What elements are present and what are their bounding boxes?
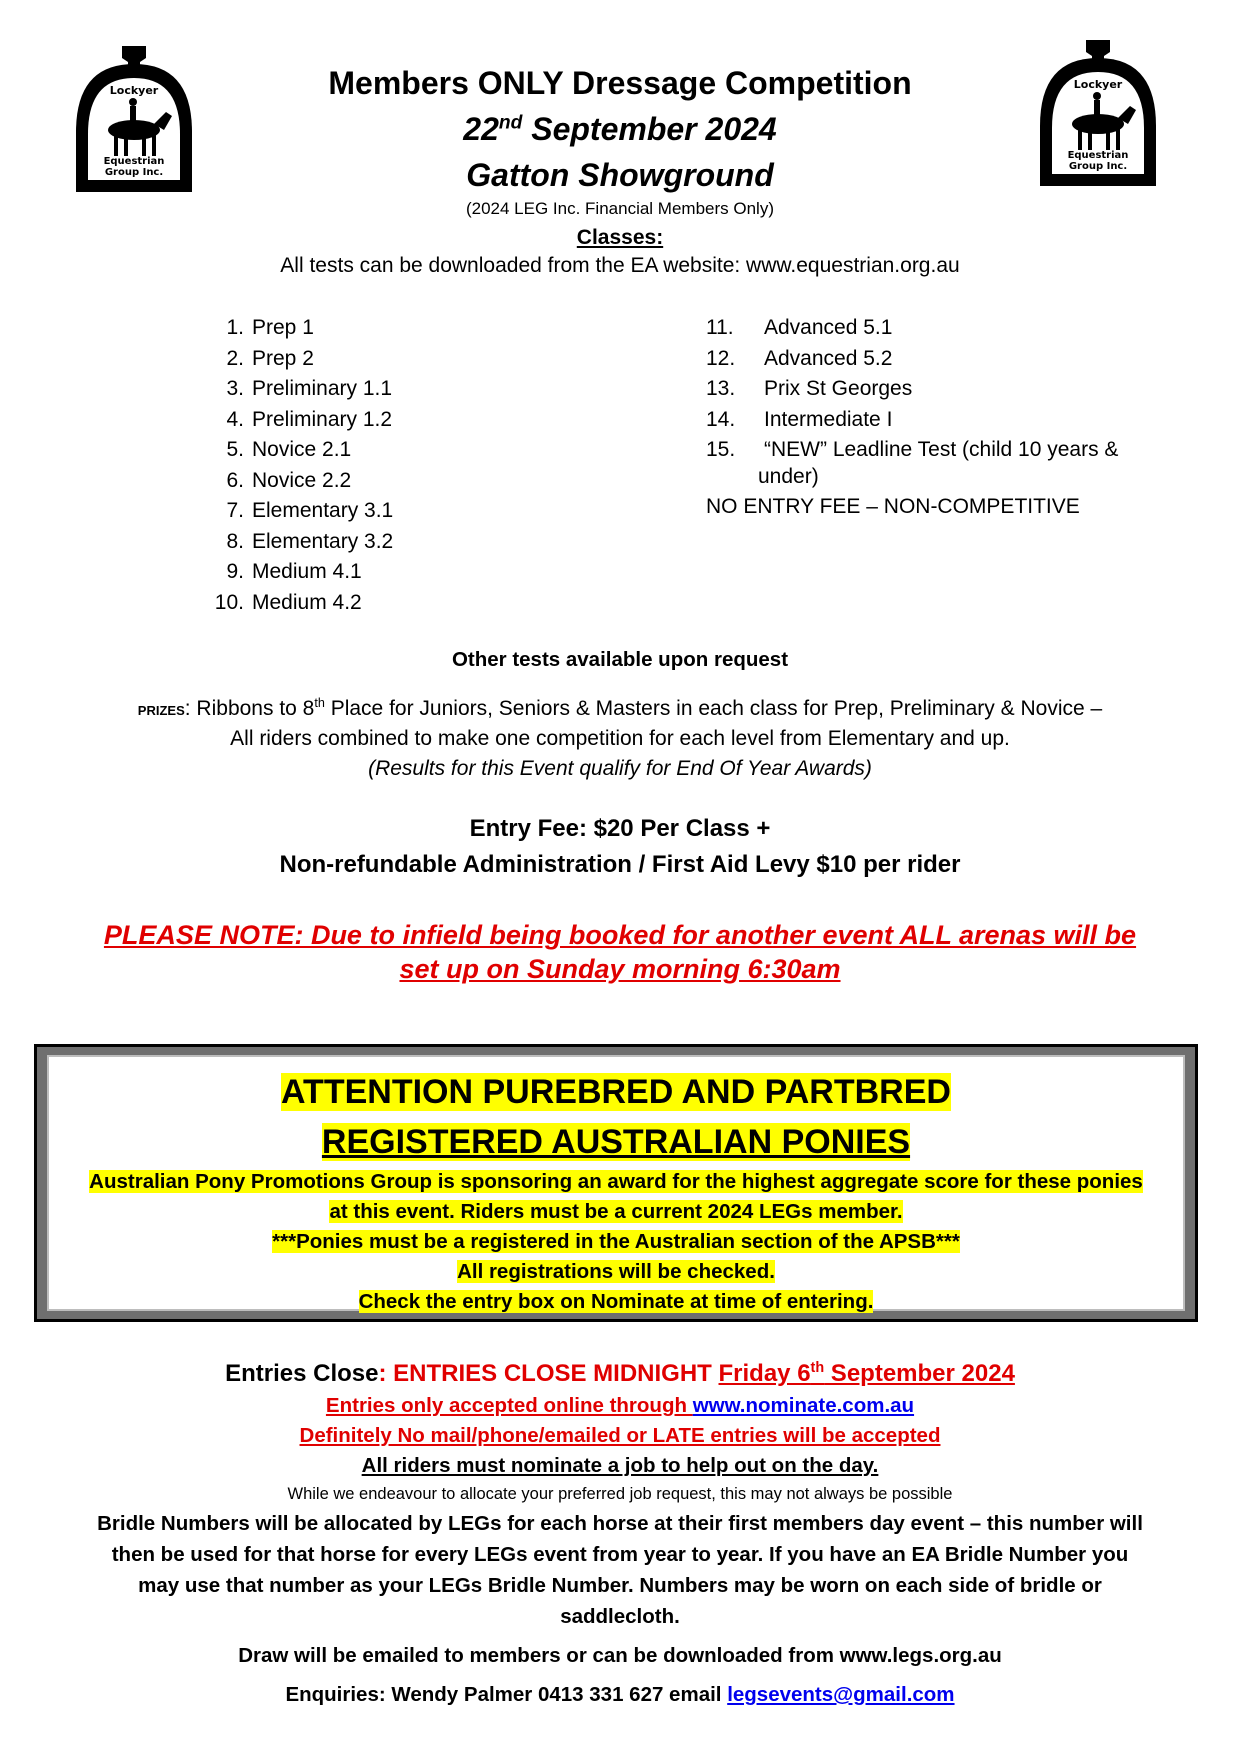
no-entry-fee-note: NO ENTRY FEE – NON-COMPETITIVE <box>706 495 1080 518</box>
class-number: 2. <box>226 346 244 370</box>
enquiries-text: Enquiries: Wendy Palmer 0413 331 627 email <box>285 1683 728 1706</box>
admin-levy: Non-refundable Administration / First Aid Levy $10 per rider <box>279 851 961 878</box>
class-name: Prix St Georges <box>764 377 913 400</box>
entries-close <box>0 1360 1240 1388</box>
class-item <box>706 405 1118 436</box>
logo-left-top-text: Lockyer <box>109 84 159 97</box>
class-item <box>706 374 1118 405</box>
attention-line-5: Check the entry box on Nominate at time of entering. <box>358 1290 874 1313</box>
attention-line-4: All registrations will be checked. <box>457 1260 775 1283</box>
class-name: Advanced 5.1 <box>764 316 893 339</box>
class-name: Elementary 3.2 <box>252 529 394 553</box>
class-number: 9. <box>226 560 244 583</box>
attention-line-1: Australian Pony Promotions Group is sponsoring an award for the highest aggregate score for these ponies <box>89 1170 1143 1193</box>
entries-close-label: Entries Close <box>225 1360 379 1387</box>
class-item <box>200 527 393 558</box>
entries-close-red: ENTRIES CLOSE MIDNIGHT <box>393 1360 719 1387</box>
entry-fee-value: : $20 Per Class + <box>578 815 771 842</box>
prizes-line-3: (Results for this Event qualify for End Of Year Awards) <box>368 757 872 780</box>
attention-line-3: ***Ponies must be a registered in the Australian section of the APSB*** <box>272 1230 960 1253</box>
class-number: 6. <box>226 468 244 492</box>
class-item <box>200 313 393 344</box>
class-name: Prep 1 <box>252 316 314 339</box>
no-mail-note: Definitely No mail/phone/emailed or LATE entries will be accepted <box>299 1424 941 1447</box>
class-number: 1. <box>226 316 244 339</box>
class-item <box>200 344 393 375</box>
draw-note: Draw will be emailed to members or can be downloaded from www.legs.org.au <box>238 1644 1002 1667</box>
bridle-line-3: may use that number as your LEGs Bridle Number. Numbers may be worn on each side of bridle or <box>138 1574 1102 1597</box>
page-title: Members ONLY Dressage Competition <box>328 65 912 101</box>
prizes-line-1 <box>0 697 1240 721</box>
date-day: 22 <box>463 111 499 147</box>
prizes-line-2: All riders combined to make one competition for each level from Elementary and up. <box>230 727 1010 750</box>
enquiries <box>0 1683 1240 1707</box>
date-suffix: nd <box>498 112 523 134</box>
date-rest: September 2024 <box>522 111 777 147</box>
class-number: 12. <box>706 346 736 370</box>
prizes-label: PRIZES <box>137 703 185 718</box>
class-item <box>200 435 393 466</box>
bridle-line-1: Bridle Numbers will be allocated by LEGs for each horse at their first members day event – this number will <box>97 1512 1143 1535</box>
download-note: All tests can be downloaded from the EA website: www.equestrian.org.au <box>280 254 960 277</box>
class-number: 13. <box>706 377 736 400</box>
class-item <box>706 435 1118 466</box>
eligibility-note: (2024 LEG Inc. Financial Members Only) <box>465 199 774 218</box>
entry-fee-label: Entry Fee <box>469 815 579 842</box>
class-name: Medium 4.2 <box>252 590 362 614</box>
leadline-continuation: under) <box>758 465 819 488</box>
prizes-sup: th <box>314 696 325 710</box>
attention-box <box>34 1044 1198 1322</box>
class-name: Elementary 3.1 <box>252 499 394 522</box>
class-item <box>200 496 393 527</box>
class-number: 11. <box>706 316 734 339</box>
class-name: Preliminary 1.1 <box>252 377 393 400</box>
event-date <box>0 106 1240 152</box>
attention-line-2: at this event. Riders must be a current 2024 LEGs member. <box>329 1200 903 1223</box>
prizes-text-b: Place for Juniors, Seniors & Masters in each class for Prep, Preliminary & Novice – <box>324 697 1103 720</box>
class-name: Intermediate I <box>764 407 893 431</box>
logo-left-bottom-text-2: Group Inc. <box>104 167 164 178</box>
classes-list-left <box>200 313 393 618</box>
bridle-line-2: then be used for that horse for every LEGs event from year to year. If you have an EA Bridle Number you <box>111 1543 1129 1566</box>
class-name: Advanced 5.2 <box>764 346 893 370</box>
online-entries <box>0 1394 1240 1418</box>
logo-right-bottom-text-1: Equestrian <box>1067 150 1129 161</box>
classes-list-right <box>706 313 1118 466</box>
class-name: Medium 4.1 <box>252 560 362 583</box>
event-venue: Gatton Showground <box>466 157 774 193</box>
class-number: 7. <box>226 499 244 522</box>
class-number: 8. <box>226 529 244 553</box>
class-number: 15. <box>706 438 736 461</box>
class-name: Novice 2.2 <box>252 468 352 492</box>
class-item <box>200 588 393 619</box>
class-number: 4. <box>226 407 244 431</box>
logo-right-top-text: Lockyer <box>1073 78 1123 91</box>
other-tests-note: Other tests available upon request <box>451 648 789 671</box>
bridle-line-4: saddlecloth. <box>560 1605 680 1628</box>
class-number: 14. <box>706 407 736 431</box>
logo-left-bottom-text-1: Equestrian <box>103 156 165 167</box>
nominate-link[interactable]: www.nominate.com.au <box>692 1394 915 1417</box>
entry-fee <box>0 815 1240 843</box>
class-name: “NEW” Leadline Test (child 10 years & <box>764 438 1119 461</box>
class-item <box>706 313 1118 344</box>
class-item <box>200 374 393 405</box>
please-note-line-2: set up on Sunday morning 6:30am <box>399 954 841 984</box>
entries-close-colon: : <box>378 1360 394 1387</box>
class-item <box>200 557 393 588</box>
classes-heading: Classes: <box>576 226 664 249</box>
class-number: 10. <box>214 590 244 614</box>
class-item <box>706 344 1118 375</box>
class-item <box>200 405 393 436</box>
class-number: 5. <box>226 438 244 461</box>
job-subnote: While we endeavour to allocate your preferred job request, this may not always be possible <box>287 1485 953 1503</box>
attention-heading-1: ATTENTION PUREBRED AND PARTBRED <box>281 1073 951 1111</box>
logo-right-bottom-text-2: Group Inc. <box>1068 161 1128 172</box>
class-name: Preliminary 1.2 <box>252 407 393 431</box>
class-number: 3. <box>226 377 244 400</box>
entries-close-date: Friday 6th September 2024 <box>718 1360 1015 1387</box>
online-entries-text: Entries only accepted online through <box>325 1394 693 1417</box>
class-item <box>200 466 393 497</box>
attention-heading-2: REGISTERED AUSTRALIAN PONIES <box>321 1123 911 1161</box>
prizes-text-a: : Ribbons to 8 <box>184 697 315 720</box>
class-name: Novice 2.1 <box>252 438 352 461</box>
attention-box-inner <box>47 1055 1185 1311</box>
class-name: Prep 2 <box>252 346 314 370</box>
job-note: All riders must nominate a job to help out on the day. <box>361 1454 879 1477</box>
email-link[interactable]: legsevents@gmail.com <box>727 1683 955 1706</box>
please-note-line-1: PLEASE NOTE: Due to infield being booked for another event ALL arenas will be <box>103 920 1137 950</box>
